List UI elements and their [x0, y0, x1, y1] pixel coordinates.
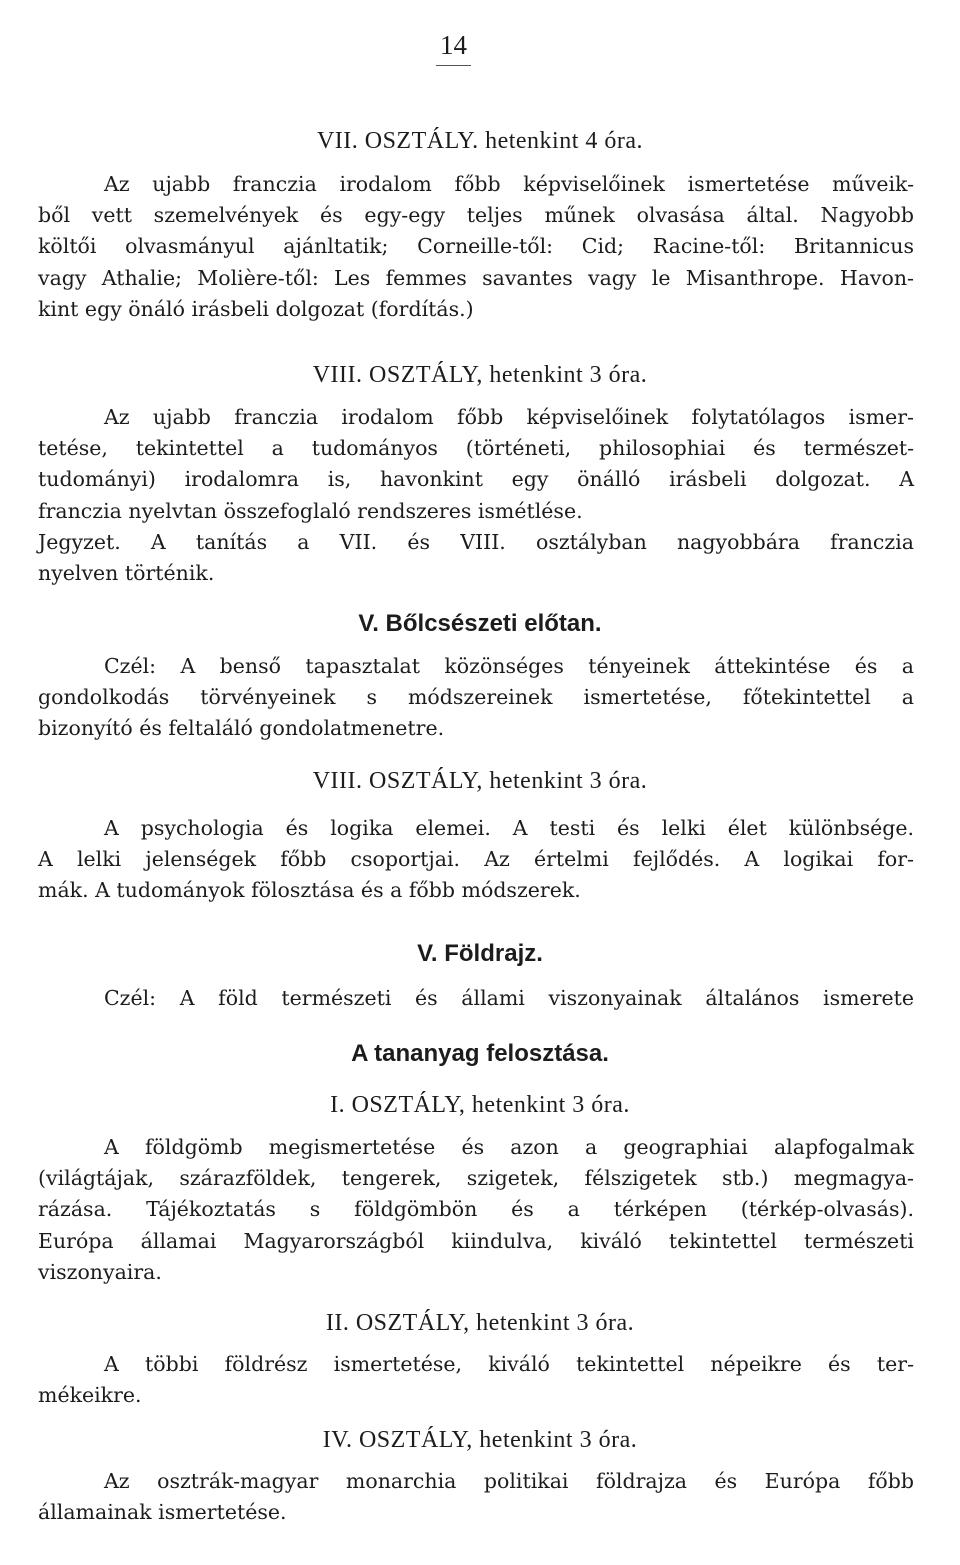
text-line: költői olvasmányul ajánltatik; Corneille-től: Cid; Racine-től: Britannicus	[38, 234, 914, 259]
section-heading-i-osztaly: I. OSZTÁLY, hetenkint 3 óra.	[330, 1092, 630, 1118]
page-number: 14	[436, 30, 471, 66]
paragraph-bolcseszeti-cel	[38, 651, 914, 745]
text-line: ből vett szemelvények és egy-egy teljes műnek olvasása által. Nagyobb	[38, 203, 914, 228]
text-line: A földgömb megismertetése és azon a geographiai alapfogalmak	[104, 1135, 914, 1159]
text-line: A többi földrész ismertetése, kiváló tekintettel népeikre és ter-	[104, 1352, 914, 1376]
text-line: tetése, tekintettel a tudományos (történeti, philosophiai és természet-	[38, 436, 914, 461]
text-line: Az ujabb franczia irodalom főbb képviselőinek ismertetése műveik-	[104, 172, 914, 196]
text-line: kint egy önáló irásbeli dolgozat (fordítás.)	[38, 296, 474, 321]
text-line: rázása. Tájékoztatás s földgömbön és a térképen (térkép-olvasás).	[38, 1197, 914, 1222]
text-line: Czél: A föld természeti és állami viszonyainak általános ismerete	[104, 986, 914, 1010]
text-line: bizonyító és feltaláló gondolatmenetre.	[38, 716, 445, 741]
note-line: Jegyzet. A tanítás a VII. és VIII. osztályban nagyobbára franczia	[38, 529, 914, 554]
paragraph-iv-osztaly	[38, 1466, 914, 1528]
section-heading-viii-osztaly-bolcs: VIII. OSZTÁLY, hetenkint 3 óra.	[312, 768, 648, 794]
text-line: mák. A tudományok fölosztása és a főbb módszerek.	[38, 878, 581, 903]
paragraph-ii-osztaly	[38, 1349, 914, 1411]
paragraph-vii-osztaly	[38, 169, 914, 325]
subject-heading-bolcseszeti-elotan: V. Bőlcsészeti előtan.	[358, 610, 602, 637]
text-line: gondolkodás törvényeinek s módszereinek ismertetése, főtekintettel a	[38, 685, 914, 710]
text-line: vagy Athalie; Molière-től: Les femmes savantes vagy le Misanthrope. Havon-	[38, 265, 914, 290]
subject-heading-foldrajz: V. Földrajz.	[417, 940, 543, 967]
text-line: A psychologia és logika elemei. A testi és lelki élet különbsége.	[104, 816, 914, 840]
heading-tananyag-felosztasa: A tananyag felosztása.	[351, 1040, 609, 1067]
paragraph-foldrajz-cel	[38, 983, 914, 1014]
paragraph-viii-osztaly	[38, 402, 914, 589]
text-line: mékeikre.	[38, 1383, 142, 1408]
text-line: viszonyaira.	[38, 1259, 162, 1284]
text-line: A lelki jelenségek főbb csoportjai. Az értelmi fejlődés. A logikai for-	[38, 847, 914, 872]
text-line: Európa államai Magyarországból kiindulva, kiváló tekintettel természeti	[38, 1228, 914, 1253]
text-line: franczia nyelvtan összefoglaló rendszeres ismétlése.	[38, 498, 583, 523]
section-heading-vii-osztaly: VII. OSZTÁLY. hetenkint 4 óra.	[316, 128, 644, 154]
text-line: Az osztrák-magyar monarchia politikai földrajza és Európa főbb	[104, 1469, 914, 1493]
paragraph-i-osztaly	[38, 1132, 914, 1288]
text-line: nyelven történik.	[38, 561, 215, 586]
paragraph-psychologia	[38, 813, 914, 907]
text-line: Czél: A benső tapasztalat közönséges tényeinek áttekintése és a	[104, 654, 914, 678]
section-heading-iv-osztaly: IV. OSZTÁLY, hetenkint 3 óra.	[322, 1427, 638, 1453]
section-heading-viii-osztaly: VIII. OSZTÁLY, hetenkint 3 óra.	[312, 362, 648, 388]
text-line: tudományi) irodalomra is, havonkint egy önálló irásbeli dolgozat. A	[38, 467, 914, 492]
text-line: Az ujabb franczia irodalom főbb képviselőinek folytatólagos ismer-	[104, 405, 914, 429]
text-line: (világtájak, szárazföldek, tengerek, szigetek, félszigetek stb.) megmagya-	[38, 1166, 914, 1191]
text-line: államainak ismertetése.	[38, 1500, 287, 1525]
section-heading-ii-osztaly: II. OSZTÁLY, hetenkint 3 óra.	[325, 1310, 635, 1336]
